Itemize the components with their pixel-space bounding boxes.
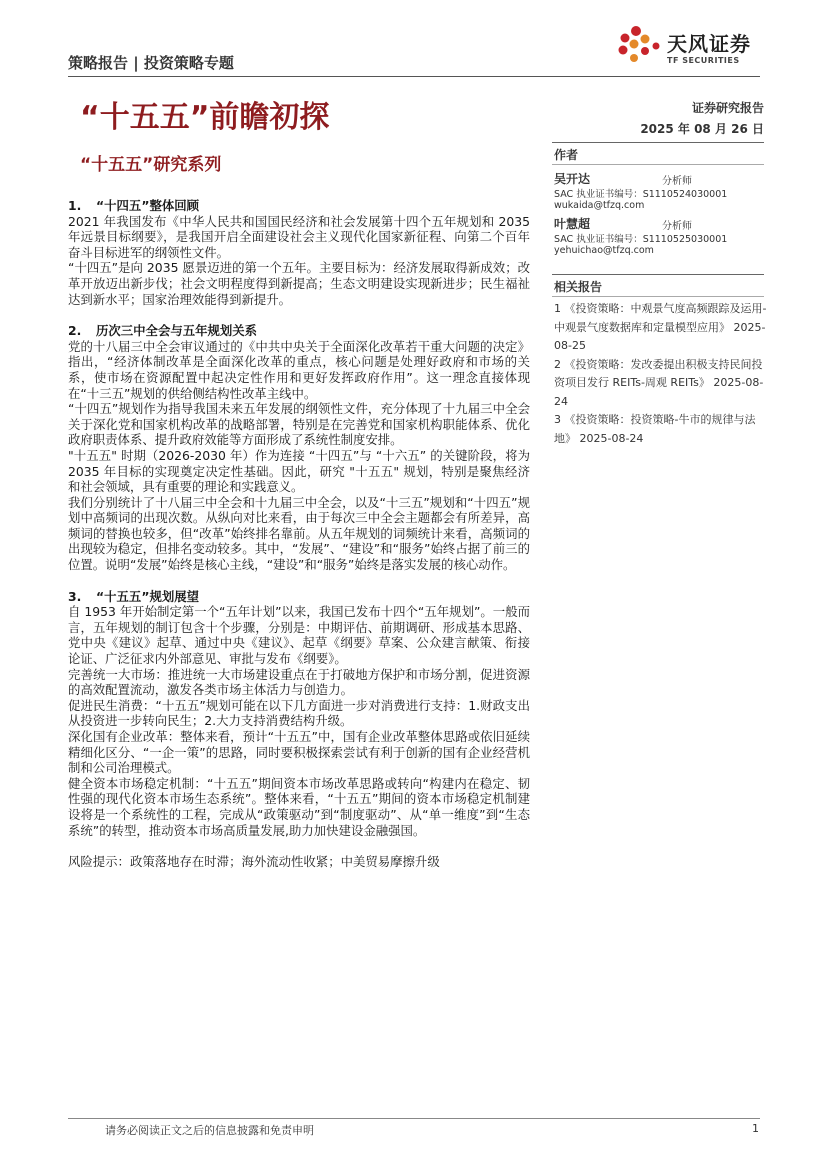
report-body	[68, 198, 530, 870]
related-reports-list	[554, 300, 768, 448]
paragraph: 自 1953 年开始制定第一个“五年计划”以来，我国已发布十四个“五年规划”。一般而言，五年规划的制订包含十个步骤，分别是：中期评估、前期调研、形成基本思路、党中央《建议》起草、通过中央《建议》、起草《纲要》草案、公众建言献策、衔接论证、广泛征求内外部意见、审批与发布《纲要》。	[68, 604, 530, 667]
paragraph: 促进民生消费：“十五五”规划可能在以下几方面进一步对消费进行支持：1.财政支出从投资进一步转向民生；2.大力支持消费结构升级。	[68, 697, 530, 729]
header-divider	[68, 76, 760, 77]
logo-name: 天风证券	[667, 32, 751, 56]
author-name: 吴开达	[554, 172, 591, 186]
author-cert: SAC 执业证书编号：S1110524030001	[554, 189, 728, 200]
related-report-item[interactable]: 3 《投资策略：投资策略-牛市的规律与法地》 2025-08-24	[554, 413, 756, 445]
series-title: “十五五”研究系列	[80, 155, 222, 175]
related-divider	[552, 274, 764, 275]
author-role: 分析师	[662, 221, 692, 232]
paragraph: “十四五”规划作为指导我国未来五年发展的纲领性文件，充分体现了十九届三中全会关于深化党和国家机构改革的战略部署，特别是在完善党和国家机构职能体系、优化政府职责体系、提升政府效能等方面形成了系统性制度安排。	[68, 401, 530, 448]
authors-divider	[552, 142, 764, 143]
author-name: 叶慧超	[554, 217, 591, 231]
paragraph: 完善统一大市场：推进统一大市场建设重点在于打破地方保护和市场分割，促进资源的高效配置流动，激发各类市场主体活力与创造力。	[68, 666, 530, 698]
related-report-item[interactable]: 1 《投资策略：中观景气度高频跟踪及运用-中观景气度数据库和定量模型应用》 2025-08-25	[554, 302, 767, 352]
section-heading: 3. “十五五”规划展望	[68, 588, 200, 604]
related-report-item[interactable]: 2 《投资策略：发改委提出积极支持民间投资项目发行 REITs-周观 REITs》 2025-08-24	[554, 357, 764, 408]
authors-heading: 作者	[554, 148, 579, 162]
paragraph: 我们分别统计了十八届三中全会和十九届三中全会，以及“十三五”规划和“十四五”规划中高频词的出现次数。从纵向对比来看，由于每次三中全会主题都会有所差异，高频词的替换也较多，但“改革”始终排名靠前。从五年规划的词频统计来看，高频词的出现较为稳定，但排名变动较多。其中，“发展”、“建设”和“服务”始终占据了前三的位置。说明“发展”始终是核心主线，“建设”和“服务”始终是落实发展的核心动作。	[68, 494, 530, 573]
section-heading: 2. 历次三中全会与五年规划关系	[68, 323, 258, 339]
report-date: 2025 年 08 月 26 日	[640, 122, 764, 136]
page-title: “十五五”前瞻初探	[80, 100, 330, 135]
logo-subtitle: TF SECURITIES	[667, 56, 740, 65]
author-role: 分析师	[662, 176, 692, 187]
author-email[interactable]: yehuichao@tfzq.com	[554, 245, 654, 256]
paragraph: 2021 年我国发布《中华人民共和国国民经济和社会发展第十四个五年规划和 2035 年远景目标纲要》，是我国开启全面建设社会主义现代化国家新征程、向第二个百年奋斗目标进军的纲领性文件。	[68, 213, 530, 260]
footer-disclaimer: 请务必阅读正文之后的信息披露和免责申明	[105, 1124, 314, 1137]
paragraph: 深化国有企业改革：整体来看，预计“十五五”中，国有企业改革整体思路或依旧延续精细化区分、“一企一策”的思路，同时要积极探索尝试有利于创新的国有企业经营机制和公司治理模式。	[68, 729, 530, 776]
author-email[interactable]: wukaida@tfzq.com	[554, 200, 645, 211]
authors-heading-underline	[552, 164, 764, 165]
section-heading: 1. “十四五”整体回顾	[68, 198, 200, 213]
report-type: 证券研究报告	[691, 101, 764, 115]
related-heading: 相关报告	[554, 280, 603, 294]
paragraph: “十四五”是向 2035 愿景迈进的第一个五年。主要目标为：经济发展取得新成效；改革开放迈出新步伐；社会文明程度得到新提高；生态文明建设实现新进步；民生福祉达到新水平；国家治理效能得到新提升。	[68, 260, 530, 307]
paragraph: "十五五" 时期（2026-2030 年）作为连接 “十四五”与 “十六五” 的关键阶段，将为 2035 年目标的实现奠定决定性基础。因此，研究 "十五五" 规划，特别是聚焦经济和社会领域，具有重要的理论和实践意义。	[68, 447, 530, 495]
risk-warning: 风险提示：政策落地存在时滞；海外流动性收紧；中美贸易摩擦升级	[68, 854, 440, 870]
report-category: 策略报告 | 投资策略专题	[68, 54, 234, 72]
author-cert: SAC 执业证书编号：S1110525030001	[554, 234, 728, 245]
footer-divider	[68, 1118, 760, 1119]
paragraph: 健全资本市场稳定机制：“十五五”期间资本市场改革思路或转向“构建内在稳定、韧性强的现代化资本市场生态系统”。整体来看，“十五五”期间的资本市场稳定机制建设将是一个系统性的工程，完成从“政策驱动”到“制度驱动”、从“单一维度”到“生态系统”的转型，推动资本市场高质量发展,助力加快建设金融强国。	[68, 775, 530, 838]
related-heading-underline	[552, 296, 764, 297]
page-number: 1	[752, 1122, 759, 1135]
paragraph: 党的十八届三中全会审议通过的《中共中央关于全面深化改革若干重大问题的决定》指出，“经济体制改革是全面深化改革的重点，核心问题是处理好政府和市场的关系，使市场在资源配置中起决定性作用和更好发挥政府作用”。这一理念直接体现在“十三五”规划的供给侧结构性改革主线中。	[68, 338, 530, 401]
